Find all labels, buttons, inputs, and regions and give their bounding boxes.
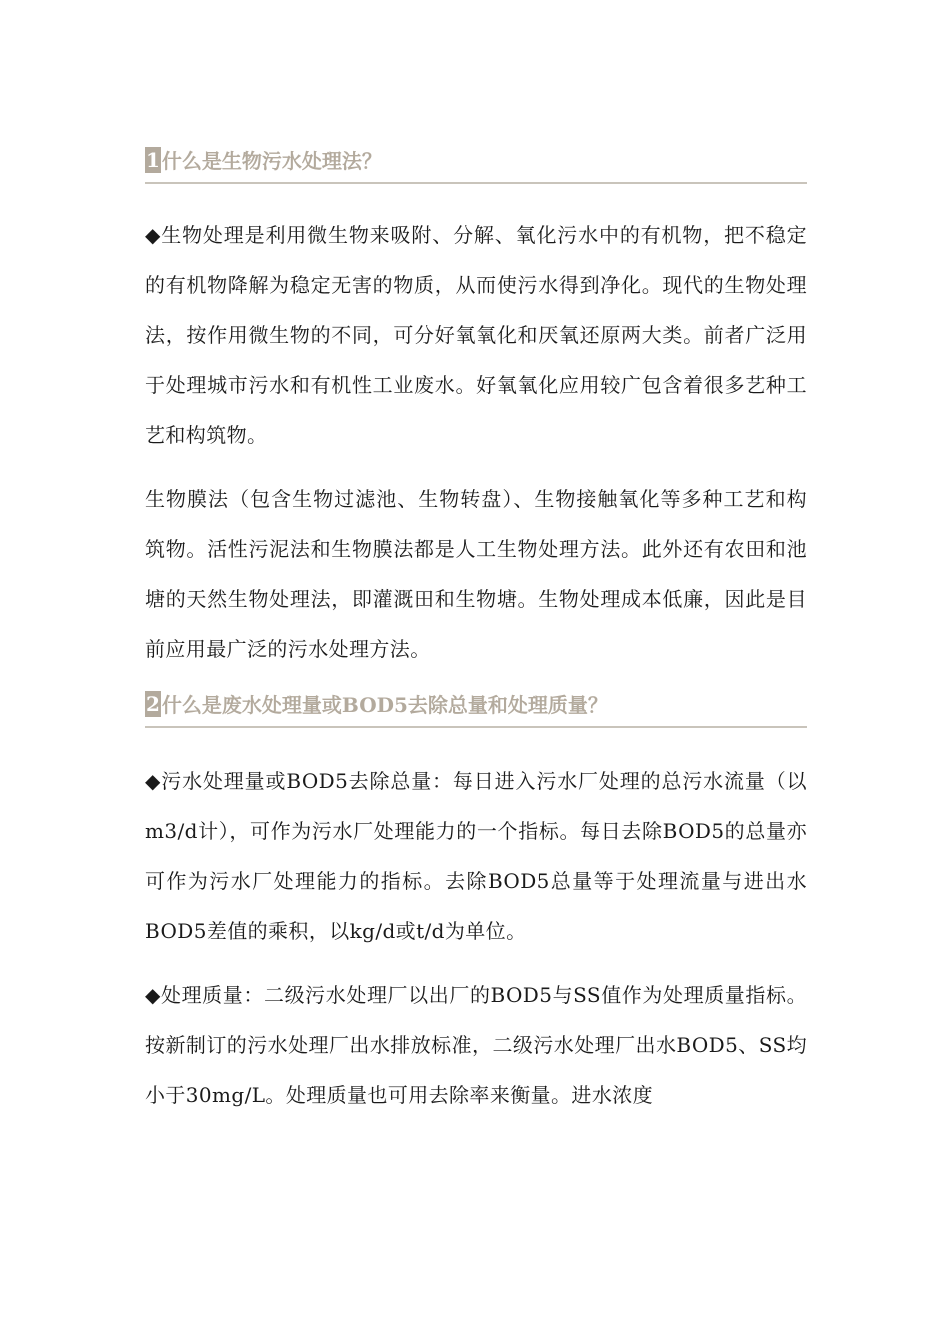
- section-heading-2: [145, 690, 807, 728]
- section-number-badge: 2: [146, 692, 160, 716]
- document-content: [145, 146, 807, 1120]
- paragraph: ◆生物处理是利用微生物来吸附、分解、氧化污水中的有机物，把不稳定的有机物降解为稳定无害的物质，从而使污水得到净化。现代的生物处理法，按作用微生物的不同，可分好氧氧化和厌氧还原两大类。前者广泛用于处理城市污水和有机性工业废水。好氧氧化应用较广包含着很多艺种工艺和构筑物。: [145, 223, 807, 447]
- section-title: 什么是生物污水处理法？: [161, 149, 382, 173]
- section-heading-1: [145, 146, 807, 184]
- paragraph: ◆污水处理量或BOD5去除总量：每日进入污水厂处理的总污水流量（以m3/d计），可作为污水厂处理能力的一个指标。每日去除BOD5的总量亦可作为污水厂处理能力的指标。去除BOD5总量等于处理流量与进出水BOD5差值的乘积，以kg/d或t/d为单位。: [145, 769, 807, 943]
- paragraph: 生物膜法（包含生物过滤池、生物转盘）、生物接触氧化等多种工艺和构筑物。活性污泥法和生物膜法都是人工生物处理方法。此外还有农田和池塘的天然生物处理法，即灌溉田和生物塘。生物处理成本低廉，因此是目前应用最广泛的污水处理方法。: [145, 487, 807, 661]
- paragraph: ◆处理质量：二级污水处理厂以出厂的BOD5与SS值作为处理质量指标。按新制订的污水处理厂出水排放标准，二级污水处理厂出水BOD5、SS均小于30mg/L。处理质量也可用去除率来衡量。进水浓度: [145, 983, 807, 1107]
- section-number-badge: 1: [146, 148, 160, 172]
- section-title: 什么是废水处理量或BOD5去除总量和处理质量？: [161, 693, 608, 717]
